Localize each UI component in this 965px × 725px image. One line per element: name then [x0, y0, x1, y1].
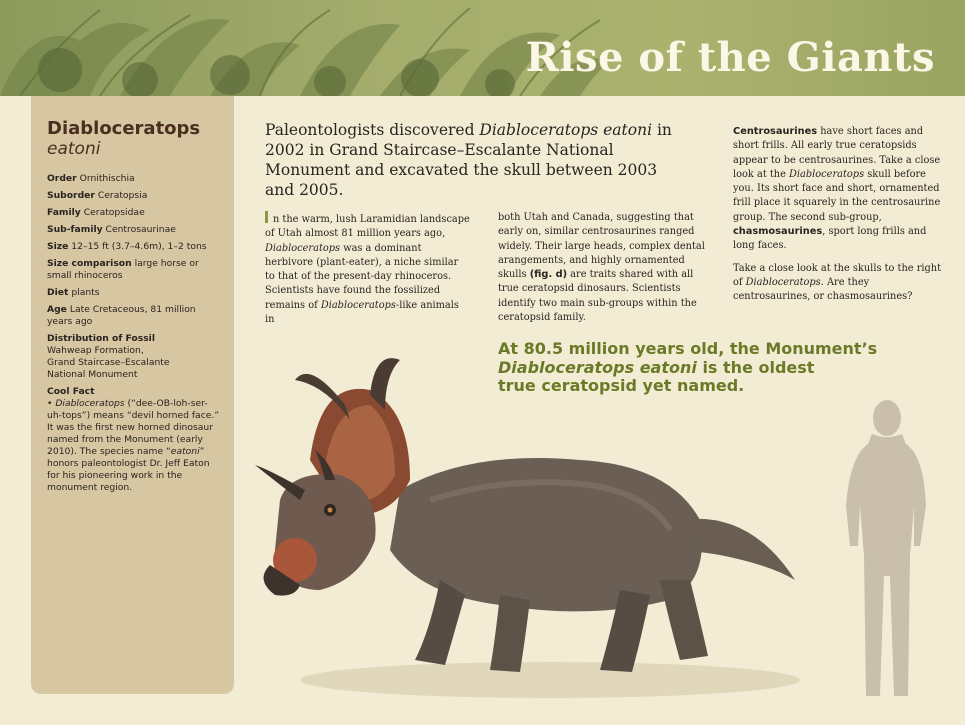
question-paragraph: Take a close look at the skulls to the right of Diabloceratops. Are they centrosaurines, or chasmosaurines?	[733, 262, 942, 303]
banner-title: Rise of the Giants	[525, 34, 935, 81]
dropcap-bar	[265, 211, 268, 223]
body-column-1: n the warm, lush Laramidian landscape of Utah almost 81 million years ago, Diabloceratops was a dominant herbivore (plant-eater), a niche similar to that of the present-day rhinoceros. Scientists have found the fossilized remains of Diabloceratops-like animals in	[265, 211, 470, 327]
diabloceratops-illustration	[250, 350, 810, 710]
species-genus: Diabloceratops	[47, 118, 201, 139]
fact-diet: Diet plants	[47, 287, 100, 298]
body-column-2: both Utah and Canada, suggesting that early on, similar centrosaurines ranged widely. Their large heads, complex dental arangements, and highly ornamented skulls (fig. d) are traits shared with all true ceratopsid dinosaurs. Scientists identify two main sub-groups within the ceratopsid family.	[498, 212, 705, 324]
fact-family: Family Ceratopsidae	[47, 207, 145, 218]
fact-size-comparison: Size comparison large horse or small rhinoceros	[47, 258, 199, 281]
fact-distribution: Distribution of Fossil Wahweap Formation, Grand Staircase–Escalante National Monument	[47, 333, 170, 380]
species-epithet: eatoni	[47, 139, 101, 159]
header-banner	[0, 0, 965, 96]
body-column-3	[733, 125, 943, 305]
centrosaurine-paragraph: Centrosaurines have short faces and short frills. All early true ceratopsids appear to be centrosaurines. Take a close look at the Diabloceratops skull before you. Its short face and short, ornamented frill place it squarely in the centrosaurine group. The second sub-group, chasmosaurines, sport long frills and long faces.	[733, 126, 941, 252]
fact-age: Age Late Cretaceous, 81 million years ago	[47, 304, 196, 327]
human-scale-silhouette	[842, 396, 932, 696]
fact-sidebar	[31, 96, 234, 694]
fact-order: Order Ornithischia	[47, 173, 135, 184]
pull-quote: At 80.5 million years old, the Monument’s Diabloceratops eatoni is the oldest true ceratopsid yet named.	[498, 339, 878, 395]
fact-suborder: Suborder Ceratopsia	[47, 190, 148, 201]
fact-subfamily: Sub-family Centrosaurinae	[47, 224, 176, 235]
fact-size: Size 12–15 ft (3.7–4.6m), 1–2 tons	[47, 241, 207, 252]
fact-cool-fact: Cool Fact • Diabloceratops (“dee-OB-loh-ser-uh-tops”) means “devil horned face.” It was the first new horned dinosaur named from the Monument (early 2010). The species name “eatoni” honors paleontologist Dr. Jeff Eaton for his pioneering work in the monument region.	[47, 386, 220, 493]
lead-paragraph: Paleontologists discovered Diabloceratops eatoni in 2002 in Grand Staircase–Escalante National Monument and excavated the skull between 2003 and 2005.	[265, 121, 672, 199]
